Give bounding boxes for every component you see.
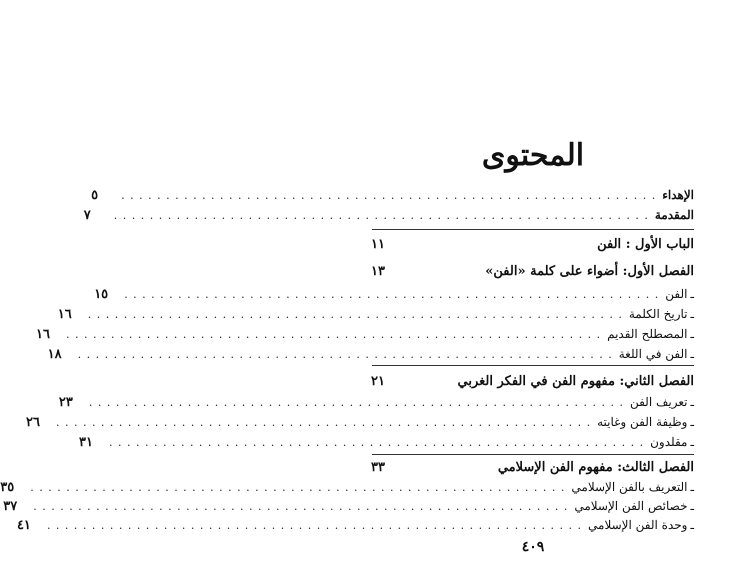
toc-entry: ـ وظيفة الفن وغايته . . . . . . . . . . . . . . . . . . . . . . . . . . . . . . . . . . . . . . . . . . . . . . . . . . . . . . . . . . . . ٢٦: [25, 415, 694, 430]
page-number: ٤٠٩: [521, 539, 545, 555]
leader-dots: . . . . . . . . . . . . . . . . . . . . . . . . . . . . . . . . . . . . . . . . . . . . . . . . . . . . . . . . . . . .: [55, 416, 592, 429]
entry-label: وحدة الفن الإسلامي: [588, 518, 688, 532]
entry-page: ٧: [83, 208, 91, 223]
entry-page: ٢٣: [58, 395, 73, 410]
entry-page: ١٦: [57, 307, 72, 322]
entry-page: ١٨: [47, 347, 62, 362]
toc-entry: ـ مقلدون . . . . . . . . . . . . . . . . . . . . . . . . . . . . . . . . . . . . . . . . . . . . . . . . . . . . . . . . . . . . ٣١: [79, 435, 694, 450]
entry-label: تاريخ الكلمة: [628, 307, 688, 321]
chapter-label: الفصل الثالث: مفهوم الفن الإسلامي: [497, 460, 694, 475]
divider: [372, 365, 694, 366]
entry-page: ٥: [91, 188, 99, 203]
entry-page: ٢٦: [25, 415, 40, 430]
divider: [372, 229, 694, 230]
leader-dots: . . . . . . . . . . . . . . . . . . . . . . . . . . . . . . . . . . . . . . . . . . . . . . . . . . . . . . . . . . . .: [65, 328, 602, 341]
entry-page: ٤١: [16, 518, 31, 533]
divider: [372, 454, 694, 455]
entry-label: الإهداء: [662, 188, 694, 202]
toc-chapter-heading: [371, 459, 694, 477]
part-page: ١١: [371, 237, 385, 252]
entry-label: تعريف الفن: [629, 395, 688, 409]
entry-label: الفن في اللغة: [618, 347, 688, 361]
chapter-label: الفصل الأول: أضواء على كلمة «الفن»: [485, 264, 694, 279]
chapter-page: ١٣: [371, 264, 385, 279]
leader-dots: . . . . . . . . . . . . . . . . . . . . . . . . . . . . . . . . . . . . . . . . . . . . . . . . . . . . . . . . . . . .: [77, 348, 613, 361]
toc-entry-dedication: [91, 186, 694, 204]
entry-label: الفن: [665, 287, 688, 301]
toc-entry: ـ خصائص الفن الإسلامي . . . . . . . . . . . . . . . . . . . . . . . . . . . . . . . . . . . . . . . . . . . . . . . . . . . . . . . . . . . . ٣٧: [3, 499, 694, 514]
toc-part-heading: [371, 236, 694, 254]
entry-page: ٣٧: [3, 499, 18, 514]
entry-page: ١٥: [94, 287, 109, 302]
toc-title: المحتوى: [481, 138, 585, 173]
toc-entry: ـ المصطلح القديم . . . . . . . . . . . . . . . . . . . . . . . . . . . . . . . . . . . . . . . . . . . . . . . . . . . . . . . . . . . . ١٦: [35, 327, 694, 342]
entry-label: وظيفة الفن وغايته: [597, 415, 688, 429]
toc-chapter-heading: [371, 263, 694, 281]
leader-dots: . . . . . . . . . . . . . . . . . . . . . . . . . . . . . . . . . . . . . . . . . . . . . . . . . . . . . . . . . . . .: [33, 500, 569, 513]
toc-entry: ـ وحدة الفن الإسلامي . . . . . . . . . . . . . . . . . . . . . . . . . . . . . . . . . . . . . . . . . . . . . . . . . . . . . . . . . . . . ٤١: [16, 518, 694, 533]
toc-entry: ـ التعريف بالفن الإسلامي . . . . . . . . . . . . . . . . . . . . . . . . . . . . . . . . . . . . . . . . . . . . . . . . . . . . . . . . . . . . ٣٥: [0, 480, 694, 495]
part-label: الباب الأول : الفن: [597, 237, 694, 252]
leader-dots: . . . . . . . . . . . . . . . . . . . . . . . . . . . . . . . . . . . . . . . . . . . . . . . . . . . . . . . . . . . .: [46, 519, 583, 532]
leader-dots: . . . . . . . . . . . . . . . . . . . . . . . . . . . . . . . . . . . . . . . . . . . . . . . . . . . . . . . . . . . .: [121, 189, 657, 202]
toc-entry: ـ تاريخ الكلمة . . . . . . . . . . . . . . . . . . . . . . . . . . . . . . . . . . . . . . . . . . . . . . . . . . . . . . . . . . . . ١٦: [57, 307, 694, 322]
toc-entry: ـ الفن . . . . . . . . . . . . . . . . . . . . . . . . . . . . . . . . . . . . . . . . . . . . . . . . . . . . . . . . . . . . ١٥: [94, 287, 694, 302]
leader-dots: . . . . . . . . . . . . . . . . . . . . . . . . . . . . . . . . . . . . . . . . . . . . . . . . . . . . . . . . . . . .: [109, 436, 645, 449]
toc-chapter-heading: [371, 373, 694, 391]
leader-dots: . . . . . . . . . . . . . . . . . . . . . . . . . . . . . . . . . . . . . . . . . . . . . . . . . . . . . . . . . . . .: [124, 288, 660, 301]
leader-dots: . . . . . . . . . . . . . . . . . . . . . . . . . . . . . . . . . . . . . . . . . . . . . . . . . . . . . . . . . . . .: [113, 209, 649, 222]
chapter-label: الفصل الثاني: مفهوم الفن في الفكر الغربي: [457, 374, 694, 389]
entry-label: المصطلح القديم: [607, 327, 688, 341]
leader-dots: . . . . . . . . . . . . . . . . . . . . . . . . . . . . . . . . . . . . . . . . . . . . . . . . . . . . . . . . . . . .: [87, 308, 623, 321]
leader-dots: . . . . . . . . . . . . . . . . . . . . . . . . . . . . . . . . . . . . . . . . . . . . . . . . . . . . . . . . . . . .: [88, 396, 624, 409]
entry-label: مقلدون: [650, 435, 688, 449]
entry-page: ٣١: [79, 435, 93, 450]
entry-label: المقدمة: [654, 208, 694, 222]
entry-label: خصائص الفن الإسلامي: [574, 499, 688, 513]
entry-page: ٣٥: [0, 480, 15, 495]
chapter-page: ٢١: [371, 374, 385, 389]
entry-label: التعريف بالفن الإسلامي: [571, 480, 688, 494]
toc-entry: ـ تعريف الفن . . . . . . . . . . . . . . . . . . . . . . . . . . . . . . . . . . . . . . . . . . . . . . . . . . . . . . . . . . . . ٢٣: [58, 395, 694, 410]
toc-entry: ـ الفن في اللغة . . . . . . . . . . . . . . . . . . . . . . . . . . . . . . . . . . . . . . . . . . . . . . . . . . . . . . . . . . . . ١٨: [47, 347, 694, 362]
leader-dots: . . . . . . . . . . . . . . . . . . . . . . . . . . . . . . . . . . . . . . . . . . . . . . . . . . . . . . . . . . . .: [30, 481, 566, 494]
entry-page: ١٦: [35, 327, 50, 342]
toc-entry-introduction: [83, 206, 694, 224]
chapter-page: ٣٣: [371, 460, 385, 475]
